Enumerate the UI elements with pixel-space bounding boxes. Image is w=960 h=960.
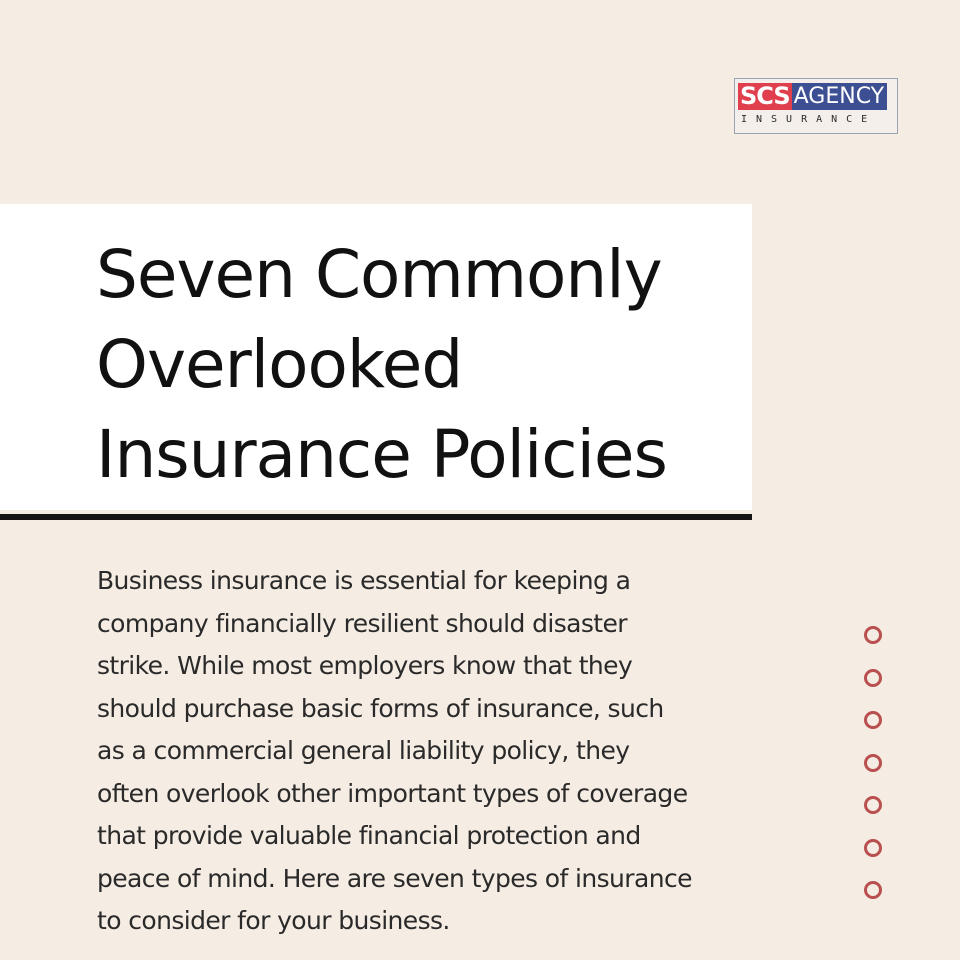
title-divider — [0, 514, 752, 520]
ring-dot-icon — [864, 754, 882, 772]
ring-dot-icon — [864, 626, 882, 644]
scs-agency-logo — [734, 78, 898, 134]
page-title — [96, 230, 736, 500]
intro-line-2: company financially resilient should disaster — [97, 608, 627, 638]
intro-line-9: to consider for your business. — [97, 906, 450, 935]
logo-scs-text: SCS — [740, 82, 790, 110]
intro-line-8: peace of mind. Here are seven types of insurance — [97, 863, 692, 893]
ring-dot-icon — [864, 881, 882, 899]
title-line-1: Seven Commonly — [96, 236, 662, 313]
title-line-3: Insurance Policies — [96, 416, 667, 493]
logo-agency-text: AGENCY — [792, 83, 887, 110]
logo-insurance-text: INSURANCE — [741, 114, 877, 125]
intro-paragraph — [97, 560, 817, 943]
intro-line-3: strike. While most employers know that they — [97, 651, 633, 680]
ring-dot-icon — [864, 796, 882, 814]
logo-wordmark — [738, 83, 887, 110]
intro-line-7: that provide valuable financial protection and — [97, 821, 641, 850]
decorative-dots — [864, 626, 890, 924]
intro-line-4: should purchase basic forms of insurance, such — [97, 693, 664, 723]
intro-line-1: Business insurance is essential for keeping a — [97, 566, 631, 595]
ring-dot-icon — [864, 839, 882, 857]
intro-line-5: as a commercial general liability policy, they — [97, 736, 630, 765]
title-line-2: Overlooked — [96, 326, 463, 403]
ring-dot-icon — [864, 711, 882, 729]
title-panel — [0, 204, 752, 510]
intro-line-6: often overlook other important types of coverage — [97, 778, 688, 808]
ring-dot-icon — [864, 669, 882, 687]
